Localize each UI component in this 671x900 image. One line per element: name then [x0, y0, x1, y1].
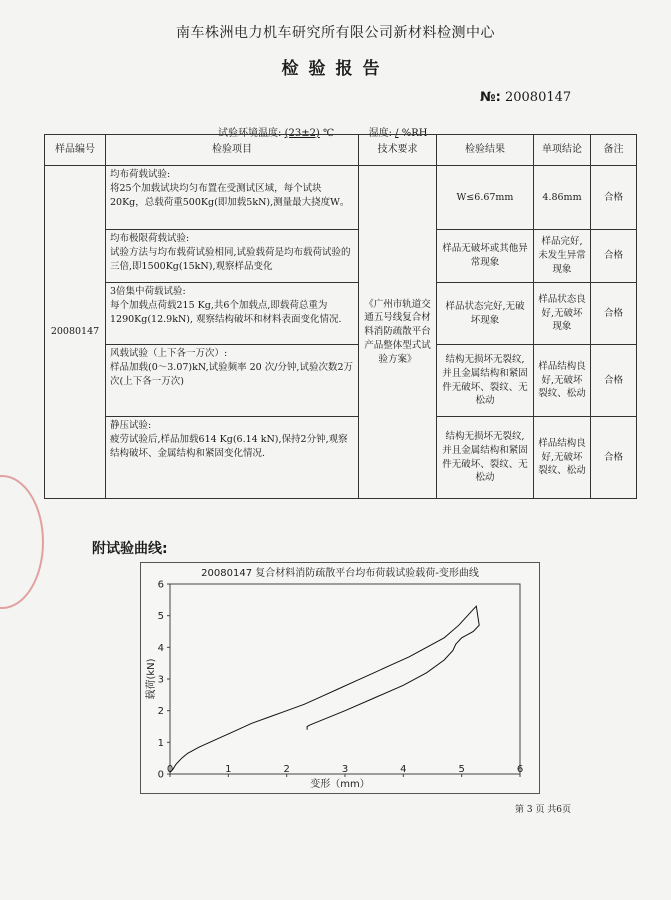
conclusion-cell: 样品完好,未发生异常现象: [534, 230, 591, 283]
item-cell: [106, 230, 359, 283]
x-tick-label: 3: [341, 764, 349, 775]
item-description: 将25个加载试块均匀布置在受测试区域，每个试块20Kg，总载荷重500Kg(即加载5kN),测量最大挠度W。: [110, 182, 350, 208]
y-tick-label: 4: [157, 642, 164, 654]
result-cell: 结构无损坏无裂纹,并且金属结构和紧固件无破坏、裂纹、无松动: [437, 417, 534, 499]
red-seal-stamp-left: [0, 475, 44, 609]
remark-cell: 合格: [591, 345, 637, 417]
inspection-table: [44, 134, 637, 499]
chart-title: 20080147 复合材料消防疏散平台均布荷载试验载荷-变形曲线: [201, 568, 479, 579]
table-row: [45, 283, 637, 345]
y-tick-label: 0: [157, 769, 164, 781]
item-title: 均布荷载试验:: [110, 169, 171, 180]
temp-label: 试验环境温度:: [218, 128, 282, 139]
y-axis-label: 载荷(kN): [146, 658, 157, 700]
item-title: 3倍集中荷载试验:: [110, 286, 186, 297]
header-result: 检验结果: [437, 135, 534, 166]
conclusion-cell: 样品状态良好,无破坏现象: [534, 283, 591, 345]
x-tick-label: 2: [283, 764, 290, 775]
x-axis-label: 变形（mm）: [310, 779, 370, 790]
y-tick-label: 6: [157, 579, 164, 591]
y-tick-label: 2: [157, 706, 164, 718]
table-row: [45, 230, 637, 283]
header-conclusion: 单项结论: [534, 135, 591, 166]
item-cell: [106, 166, 359, 230]
table-header-row: [45, 135, 637, 166]
header-inspection-item: 检验项目: [106, 135, 359, 166]
result-cell: 结构无损坏无裂纹,并且金属结构和紧固件无破坏、裂纹、无松动: [437, 345, 534, 417]
item-title: 风载试验（上下各一万次）:: [110, 348, 228, 359]
humidity-value: /: [395, 128, 399, 139]
y-tick-label: 3: [157, 674, 164, 686]
result-cell: 样品无破坏或其他异常现象: [437, 230, 534, 283]
document-title: 检验报告: [281, 59, 390, 79]
x-tick-label: 4: [400, 764, 407, 775]
x-tick-label: 1: [225, 764, 232, 775]
conclusion-cell: 4.86mm: [534, 166, 591, 230]
report-number-label: №:: [480, 90, 501, 105]
test-curve-label: 附试验曲线:: [92, 541, 168, 557]
x-tick-label: 6: [516, 764, 524, 775]
item-cell: [106, 345, 359, 417]
header-sample-no: 样品编号: [45, 135, 106, 166]
organization-name: 南车株洲电力机车研究所有限公司新材料检测中心: [176, 25, 495, 41]
result-cell: W≤6.67mm: [437, 166, 534, 230]
x-tick-label: 0: [166, 764, 174, 775]
item-cell: [106, 417, 359, 499]
item-description: 每个加载点荷载215 Kg,共6个加载点,即载荷总重为1290Kg(12.9kN), 观察结构破坏和材料表面变化情况.: [110, 299, 342, 325]
report-number-value: 20080147: [504, 90, 572, 105]
header-requirement: 技术要求: [359, 135, 437, 166]
chart-frame: [141, 563, 540, 794]
humidity-label: 湿度:: [368, 128, 392, 139]
y-tick-label: 5: [157, 611, 164, 623]
item-description: 试验方法与均布载荷试验相同,试验载荷是均布载荷试验的三倍,即1500Kg(15kN),观察样品变化: [110, 246, 351, 272]
sample-number-cell: 20080147: [45, 166, 106, 499]
requirement-cell: 《广州市轨道交通五号线复合材料消防疏散平台产品整体型式试验方案》: [359, 166, 437, 499]
load-deformation-chart: [140, 562, 540, 794]
remark-cell: 合格: [591, 283, 637, 345]
remark-cell: 合格: [591, 417, 637, 499]
table-row: [45, 345, 637, 417]
humidity-unit: %RH: [401, 128, 428, 139]
remark-cell: 合格: [591, 166, 637, 230]
y-tick-label: 1: [157, 737, 164, 749]
item-title: 均布极限荷载试验:: [110, 233, 190, 244]
result-cell: 样品状态完好,无破坏现象: [437, 283, 534, 345]
report-number: [480, 90, 571, 105]
item-cell: [106, 283, 359, 345]
temp-value: (23±2): [284, 128, 320, 139]
conclusion-cell: 样品结构良好,无破坏裂纹、松动: [534, 417, 591, 499]
item-description: 疲劳试验后,样品加载614 Kg(6.14 kN),保持2分钟,观察结构破坏、金属结构和紧固变化情况.: [110, 433, 348, 459]
page-number: 第 3 页 共6页: [515, 805, 572, 815]
temp-unit: ℃: [323, 128, 335, 139]
remark-cell: 合格: [591, 230, 637, 283]
table-row: [45, 166, 637, 230]
item-title: 静压试验:: [110, 420, 152, 431]
item-description: 样品加载(0～3.07)kN,试验频率 20 次/分钟,试验次数2万次(上下各一万次): [110, 361, 353, 387]
table-row: [45, 417, 637, 499]
x-tick-label: 5: [458, 764, 465, 775]
conclusion-cell: 样品结构良好,无破坏裂纹、松动: [534, 345, 591, 417]
header-remark: 备注: [591, 135, 637, 166]
